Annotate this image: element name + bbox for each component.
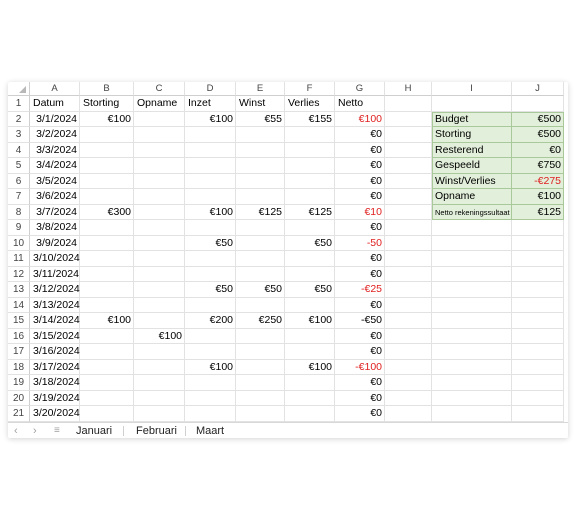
column-header-h[interactable]: H xyxy=(385,82,432,96)
column-header-d[interactable]: D xyxy=(185,82,236,96)
summary-value: €125 xyxy=(512,205,564,221)
cell-winst[interactable] xyxy=(236,174,285,190)
cell-winst[interactable]: €125 xyxy=(258,205,282,218)
cell-inzet[interactable] xyxy=(185,375,236,391)
cell-inzet[interactable] xyxy=(185,143,236,159)
cell-opname[interactable] xyxy=(134,344,185,360)
cell-opname[interactable]: €100 xyxy=(158,329,182,342)
cell-winst[interactable] xyxy=(236,360,285,376)
cell-netto[interactable]: -€50 xyxy=(360,314,382,326)
cell-verlies[interactable] xyxy=(285,220,335,236)
cell-date[interactable]: 3/8/2024 xyxy=(36,221,77,233)
cell-opname[interactable] xyxy=(134,313,185,329)
cell-inzet[interactable] xyxy=(185,220,236,236)
row-header[interactable]: 13 xyxy=(8,282,30,298)
row-header[interactable]: 21 xyxy=(8,406,30,422)
cell-verlies[interactable]: €125 xyxy=(308,205,332,218)
cell-netto[interactable]: €0 xyxy=(370,190,382,202)
row-header[interactable]: 2 xyxy=(8,112,30,128)
cell-netto[interactable]: €0 xyxy=(370,159,382,171)
row-header[interactable]: 17 xyxy=(8,344,30,360)
cell-date[interactable]: 3/2/2024 xyxy=(36,128,77,140)
cell-opname[interactable] xyxy=(134,205,185,221)
row-header[interactable]: 19 xyxy=(8,375,30,391)
cell-storting[interactable] xyxy=(80,236,134,252)
cell-storting[interactable] xyxy=(80,375,134,391)
tab-februari[interactable]: Februari xyxy=(136,425,177,437)
cell-inzet[interactable]: €100 xyxy=(209,112,233,125)
cell-winst[interactable] xyxy=(236,344,285,360)
cell-opname[interactable] xyxy=(134,267,185,283)
row-header[interactable]: 20 xyxy=(8,391,30,407)
cell-netto[interactable]: €0 xyxy=(370,329,382,342)
row-header[interactable]: 12 xyxy=(8,267,30,283)
cell-winst[interactable] xyxy=(236,158,285,174)
summary-label: Opname xyxy=(432,189,512,205)
cell-storting[interactable] xyxy=(80,298,134,314)
cell-opname[interactable] xyxy=(134,112,185,128)
cell-winst[interactable]: €250 xyxy=(258,314,282,326)
cell-date[interactable]: 3/15/2024 xyxy=(33,329,80,342)
row-header[interactable]: 14 xyxy=(8,298,30,314)
cell-inzet[interactable] xyxy=(185,344,236,360)
cell-verlies[interactable]: €100 xyxy=(308,314,332,326)
header-cell-datum: Datum xyxy=(33,97,64,109)
cell-date[interactable]: 3/5/2024 xyxy=(36,174,77,187)
cell-opname[interactable] xyxy=(134,251,185,267)
cell-netto[interactable]: -50 xyxy=(366,236,382,249)
summary-label: Resterend xyxy=(432,143,512,159)
cell-netto[interactable]: €0 xyxy=(370,267,382,280)
cell-verlies[interactable]: €100 xyxy=(308,360,332,373)
prev-sheet-icon[interactable]: ‹ xyxy=(14,425,18,437)
cell-date[interactable]: 3/13/2024 xyxy=(33,298,80,311)
column-header-b[interactable]: B xyxy=(80,82,134,96)
cell-inzet[interactable] xyxy=(185,406,236,422)
cell-date[interactable]: 3/3/2024 xyxy=(36,143,77,156)
cell-verlies[interactable] xyxy=(285,406,335,422)
cell-winst[interactable] xyxy=(236,406,285,422)
cell-netto[interactable]: €100 xyxy=(358,112,382,125)
cell-opname[interactable] xyxy=(134,174,185,190)
cell-inzet[interactable] xyxy=(185,251,236,267)
cell-inzet[interactable] xyxy=(185,189,236,205)
cell-inzet[interactable] xyxy=(185,174,236,190)
cell-opname[interactable] xyxy=(134,391,185,407)
cell-storting[interactable] xyxy=(80,344,134,360)
cell-netto[interactable]: €0 xyxy=(370,298,382,311)
cell-verlies[interactable]: €155 xyxy=(308,112,332,125)
cell-winst[interactable] xyxy=(236,267,285,283)
cell-verlies[interactable]: €50 xyxy=(314,236,332,249)
column-header-f[interactable]: F xyxy=(285,82,335,96)
cell-winst[interactable]: €50 xyxy=(264,283,282,295)
cell-opname[interactable] xyxy=(134,189,185,205)
cell-opname[interactable] xyxy=(134,143,185,159)
cell-netto[interactable]: €0 xyxy=(370,143,382,156)
cell-date[interactable]: 3/1/2024 xyxy=(36,112,77,125)
row-header[interactable]: 18 xyxy=(8,360,30,376)
cell-date[interactable]: 3/10/2024 xyxy=(33,252,80,264)
cell-storting[interactable] xyxy=(80,158,134,174)
cell-opname[interactable] xyxy=(134,220,185,236)
cell-storting[interactable] xyxy=(80,267,134,283)
cell-storting[interactable] xyxy=(80,391,134,407)
cell-verlies[interactable] xyxy=(285,189,335,205)
cell-netto[interactable]: €0 xyxy=(370,407,382,419)
cell-date[interactable]: 3/17/2024 xyxy=(33,360,80,373)
cell-date[interactable]: 3/19/2024 xyxy=(33,391,80,404)
summary-value: €750 xyxy=(512,158,564,174)
cell-verlies[interactable] xyxy=(285,174,335,190)
cell-inzet[interactable]: €100 xyxy=(209,205,233,218)
cell-netto[interactable]: €0 xyxy=(370,252,382,264)
row-header[interactable]: 8 xyxy=(8,205,30,221)
column-header-c[interactable]: C xyxy=(134,82,185,96)
cell-inzet[interactable] xyxy=(185,391,236,407)
column-header-j[interactable]: J xyxy=(512,82,564,96)
row-header[interactable]: 10 xyxy=(8,236,30,252)
column-header-a[interactable]: A xyxy=(30,82,80,96)
cell-winst[interactable] xyxy=(236,220,285,236)
summary-label: Winst/Verlies xyxy=(432,174,512,190)
cell-netto[interactable]: €0 xyxy=(370,345,382,357)
cell-verlies[interactable] xyxy=(285,375,335,391)
cell-inzet[interactable] xyxy=(185,127,236,143)
tab-maart[interactable]: Maart xyxy=(196,425,225,437)
cell-inzet[interactable] xyxy=(185,298,236,314)
cell-verlies[interactable] xyxy=(285,391,335,407)
sheet-tab-bar xyxy=(8,422,568,438)
row-header[interactable]: 5 xyxy=(8,158,30,174)
summary-value: -€275 xyxy=(512,174,564,190)
row-header[interactable]: 6 xyxy=(8,174,30,190)
column-header-g[interactable]: G xyxy=(335,82,385,96)
cell-verlies[interactable] xyxy=(285,329,335,345)
cell-winst[interactable] xyxy=(236,127,285,143)
cell-winst[interactable] xyxy=(236,298,285,314)
cell-netto[interactable]: -€100 xyxy=(355,360,382,373)
summary-value: €100 xyxy=(512,189,564,205)
header-cell-storting: Storting xyxy=(83,97,120,109)
tab-januari[interactable]: Januari xyxy=(76,425,113,437)
cell-date[interactable]: 3/9/2024 xyxy=(36,236,77,249)
cell-winst[interactable] xyxy=(236,329,285,345)
cell-storting[interactable] xyxy=(80,360,134,376)
cell-date[interactable]: 3/4/2024 xyxy=(36,159,77,171)
cell-opname[interactable] xyxy=(134,158,185,174)
cell-opname[interactable] xyxy=(134,375,185,391)
cell-inzet[interactable] xyxy=(185,329,236,345)
next-sheet-icon[interactable]: › xyxy=(33,425,37,437)
row-header[interactable]: 1 xyxy=(8,96,30,112)
cell-inzet[interactable] xyxy=(185,267,236,283)
header-cell-winst: Winst xyxy=(239,97,266,109)
summary-label: Netto rekeningssultaat xyxy=(432,205,512,221)
cell-storting[interactable]: €100 xyxy=(107,112,131,125)
cell-date[interactable]: 3/14/2024 xyxy=(33,314,80,326)
cell-opname[interactable] xyxy=(134,127,185,143)
column-header-e[interactable]: E xyxy=(236,82,285,96)
cell-netto[interactable]: €0 xyxy=(370,174,382,187)
cell-inzet[interactable] xyxy=(185,158,236,174)
cell-verlies[interactable] xyxy=(285,251,335,267)
row-header[interactable]: 11 xyxy=(8,251,30,267)
header-cell-netto: Netto xyxy=(338,97,364,109)
cell-storting[interactable] xyxy=(80,174,134,190)
cell-winst[interactable] xyxy=(236,391,285,407)
cell-netto[interactable]: -€25 xyxy=(360,283,382,295)
cell-inzet[interactable]: €50 xyxy=(215,236,233,249)
summary-value: €500 xyxy=(512,112,564,128)
cell-verlies[interactable]: €50 xyxy=(314,283,332,295)
cell-date[interactable]: 3/16/2024 xyxy=(33,345,80,357)
header-cell-inzet: Inzet xyxy=(188,97,211,109)
cell-winst[interactable] xyxy=(236,143,285,159)
cell-netto[interactable]: €0 xyxy=(370,391,382,404)
cell-storting[interactable]: €100 xyxy=(107,314,131,326)
cell-winst[interactable] xyxy=(236,251,285,267)
cell-opname[interactable] xyxy=(134,406,185,422)
sheet-list-icon[interactable]: ≡ xyxy=(54,425,60,436)
cell-netto[interactable]: €0 xyxy=(370,221,382,233)
row-header[interactable]: 16 xyxy=(8,329,30,345)
cell-verlies[interactable] xyxy=(285,267,335,283)
row-header[interactable]: 4 xyxy=(8,143,30,159)
cell-verlies[interactable] xyxy=(285,158,335,174)
cell-date[interactable]: 3/18/2024 xyxy=(33,376,80,388)
cell-verlies[interactable] xyxy=(285,344,335,360)
cell-netto[interactable]: €10 xyxy=(364,205,382,218)
cell-opname[interactable] xyxy=(134,236,185,252)
summary-label: Storting xyxy=(432,127,512,143)
cell-storting[interactable] xyxy=(80,189,134,205)
cell-opname[interactable] xyxy=(134,298,185,314)
cell-date[interactable]: 3/20/2024 xyxy=(33,407,80,419)
summary-value: €0 xyxy=(512,143,564,159)
summary-label: Budget xyxy=(432,112,512,128)
select-all-triangle-icon xyxy=(19,86,26,93)
column-header-i[interactable]: I xyxy=(432,82,512,96)
spreadsheet xyxy=(8,82,568,438)
cell-winst[interactable]: €55 xyxy=(264,112,282,125)
summary-value: €500 xyxy=(512,127,564,143)
row-header[interactable]: 3 xyxy=(8,127,30,143)
tab-separator xyxy=(123,426,124,436)
tab-separator xyxy=(185,426,186,436)
cell-storting[interactable] xyxy=(80,220,134,236)
cell-storting[interactable] xyxy=(80,127,134,143)
cell-winst[interactable] xyxy=(236,236,285,252)
cell-inzet[interactable]: €100 xyxy=(209,360,233,373)
cell-date[interactable]: 3/11/2024 xyxy=(33,267,79,280)
summary-label: Gespeeld xyxy=(432,158,512,174)
cell-inzet[interactable]: €200 xyxy=(209,314,233,326)
cell-winst[interactable] xyxy=(236,375,285,391)
header-cell-verlies: Verlies xyxy=(288,97,320,109)
cell-winst[interactable] xyxy=(236,189,285,205)
cell-date[interactable]: 3/12/2024 xyxy=(33,283,80,295)
row-header[interactable]: 7 xyxy=(8,189,30,205)
cell-storting[interactable] xyxy=(80,143,134,159)
cell-storting[interactable] xyxy=(80,406,134,422)
select-all-corner[interactable] xyxy=(8,82,30,96)
cell-verlies[interactable] xyxy=(285,298,335,314)
cell-storting[interactable]: €300 xyxy=(107,205,131,218)
cell-opname[interactable] xyxy=(134,282,185,298)
cell-netto[interactable]: €0 xyxy=(370,376,382,388)
cell-storting[interactable] xyxy=(80,329,134,345)
cell-netto[interactable]: €0 xyxy=(370,128,382,140)
cell-date[interactable]: 3/7/2024 xyxy=(36,205,77,218)
row-header[interactable]: 9 xyxy=(8,220,30,236)
cell-verlies[interactable] xyxy=(285,127,335,143)
cell-verlies[interactable] xyxy=(285,143,335,159)
cell-storting[interactable] xyxy=(80,251,134,267)
cell-inzet[interactable]: €50 xyxy=(215,283,233,295)
header-cell-opname: Opname xyxy=(137,97,178,109)
cell-opname[interactable] xyxy=(134,360,185,376)
cell-date[interactable]: 3/6/2024 xyxy=(36,190,77,202)
row-header[interactable]: 15 xyxy=(8,313,30,329)
cell-storting[interactable] xyxy=(80,282,134,298)
